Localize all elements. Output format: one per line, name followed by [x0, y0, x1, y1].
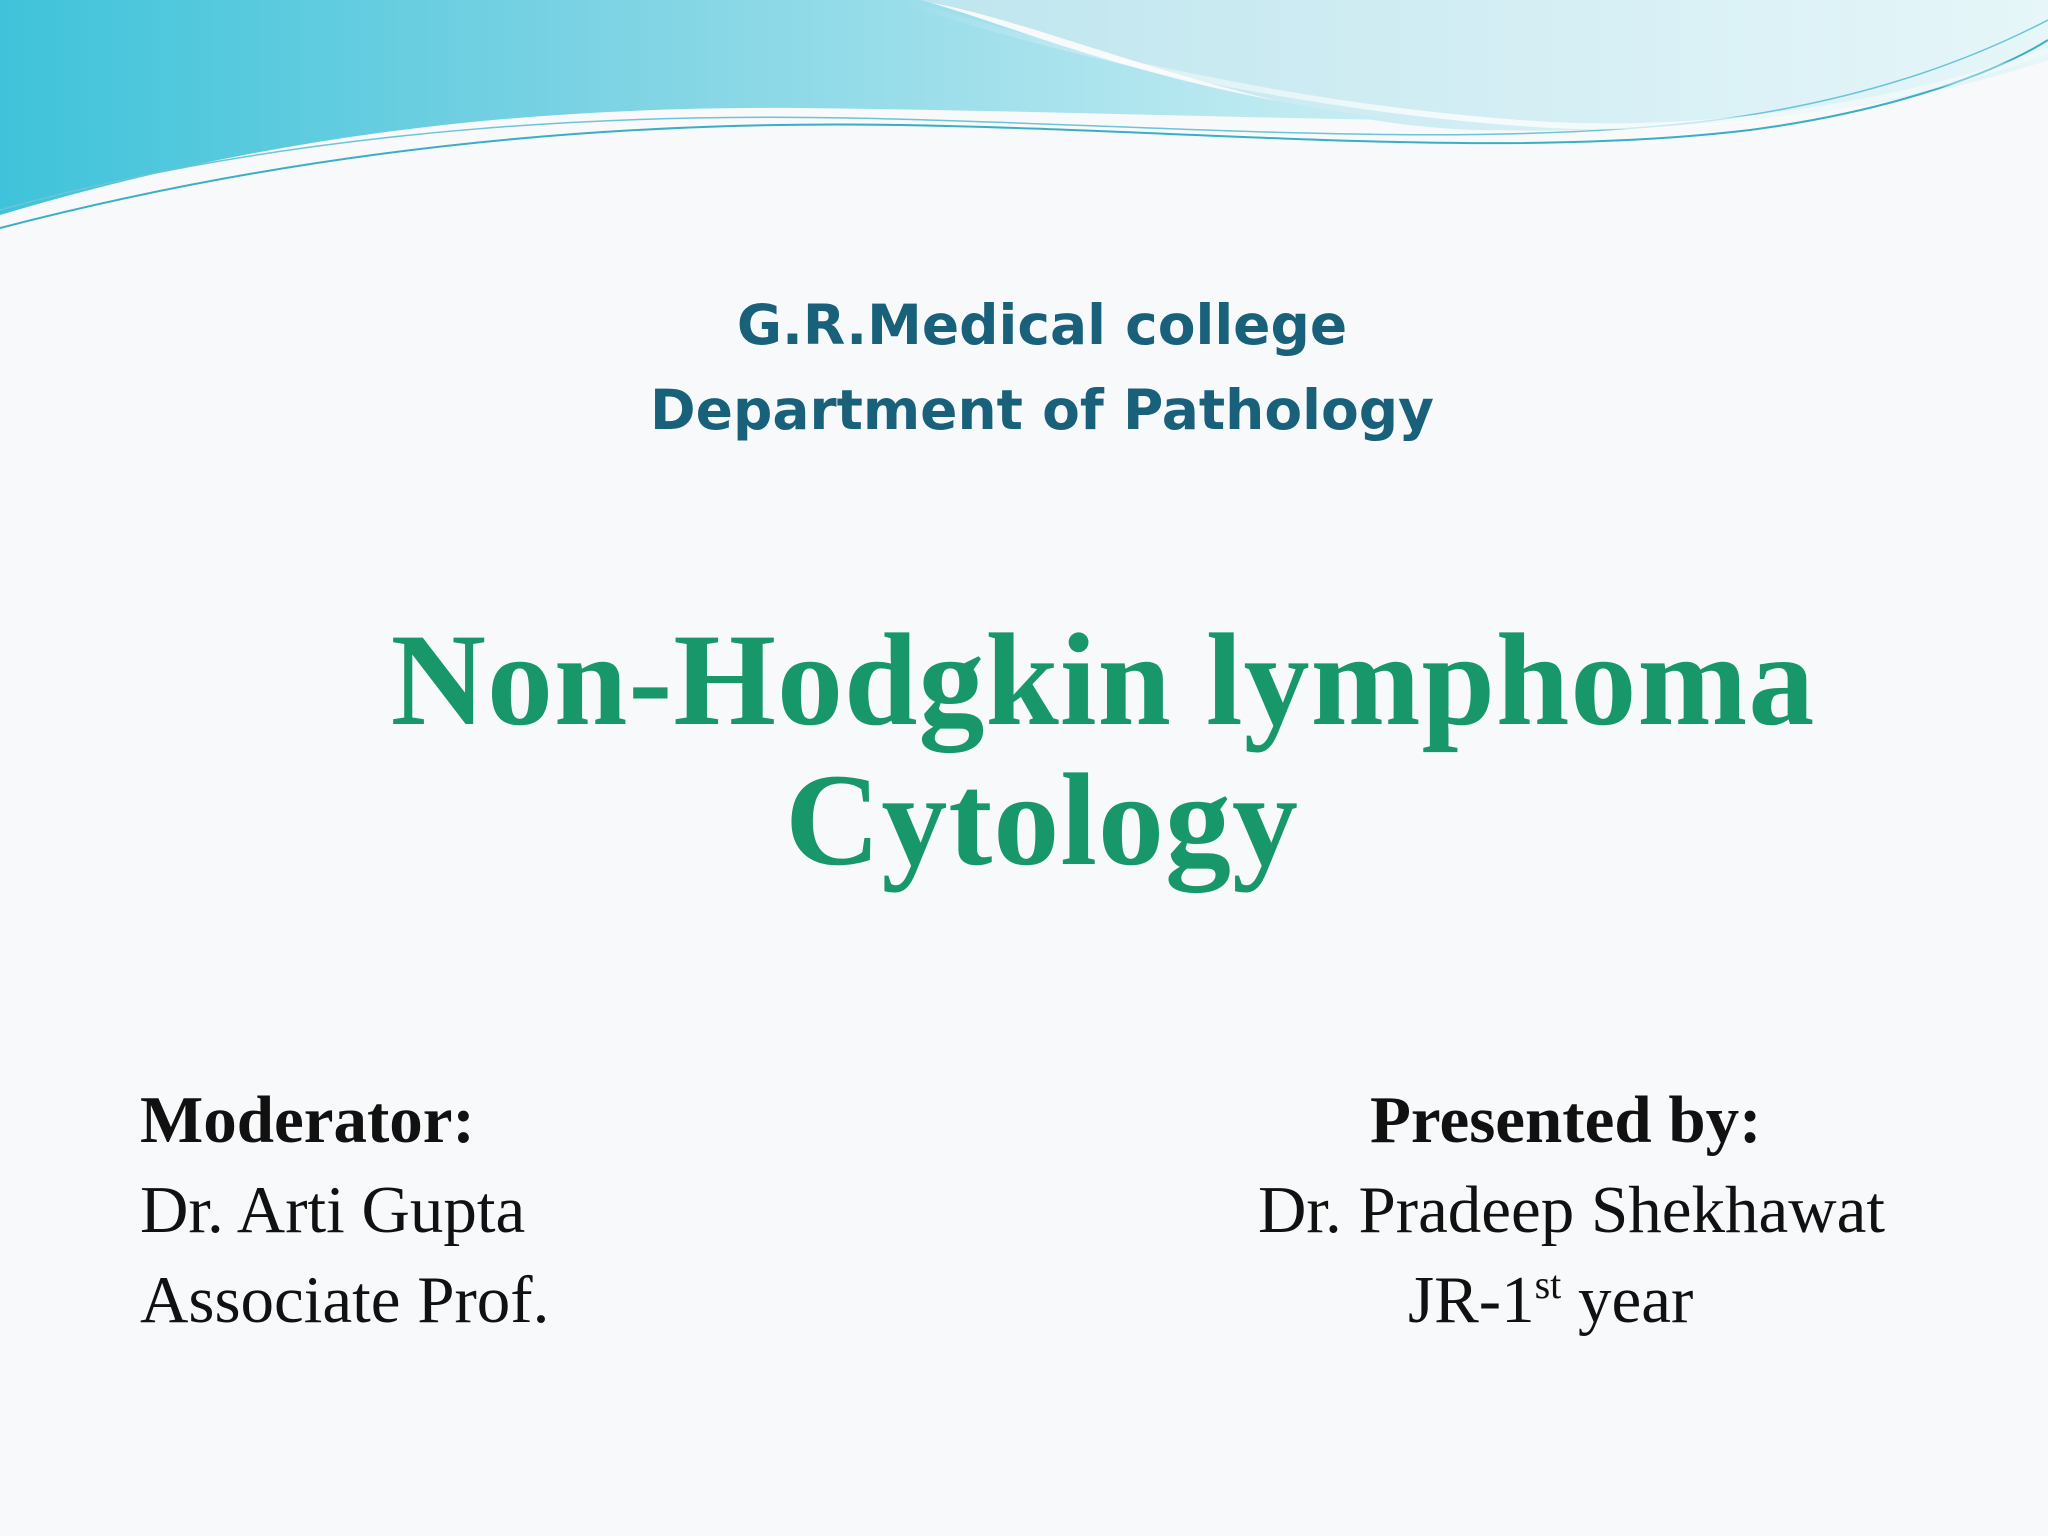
slide-title-line-1: Non-Hodgkin lymphoma [390, 606, 1816, 753]
presenter-role [1408, 1260, 1693, 1340]
presenter-heading: Presented by: [1370, 1083, 1762, 1157]
slide-title-line-2: Cytology [785, 746, 1299, 893]
institution-name: G.R.Medical college [736, 293, 1348, 357]
presenter-role-prefix: JR-1 [1408, 1263, 1535, 1337]
presenter-role-ordinal: st [1534, 1262, 1562, 1307]
presenter-name: Dr. Pradeep Shekhawat [1258, 1173, 1886, 1247]
moderator-name: Dr. Arti Gupta [140, 1173, 526, 1247]
presenter-role-suffix: year [1561, 1263, 1694, 1337]
moderator-role: Associate Prof. [140, 1263, 550, 1337]
moderator-heading: Moderator: [140, 1083, 475, 1157]
decorative-wave-header [0, 0, 2048, 240]
department-name: Department of Pathology [650, 378, 1434, 442]
